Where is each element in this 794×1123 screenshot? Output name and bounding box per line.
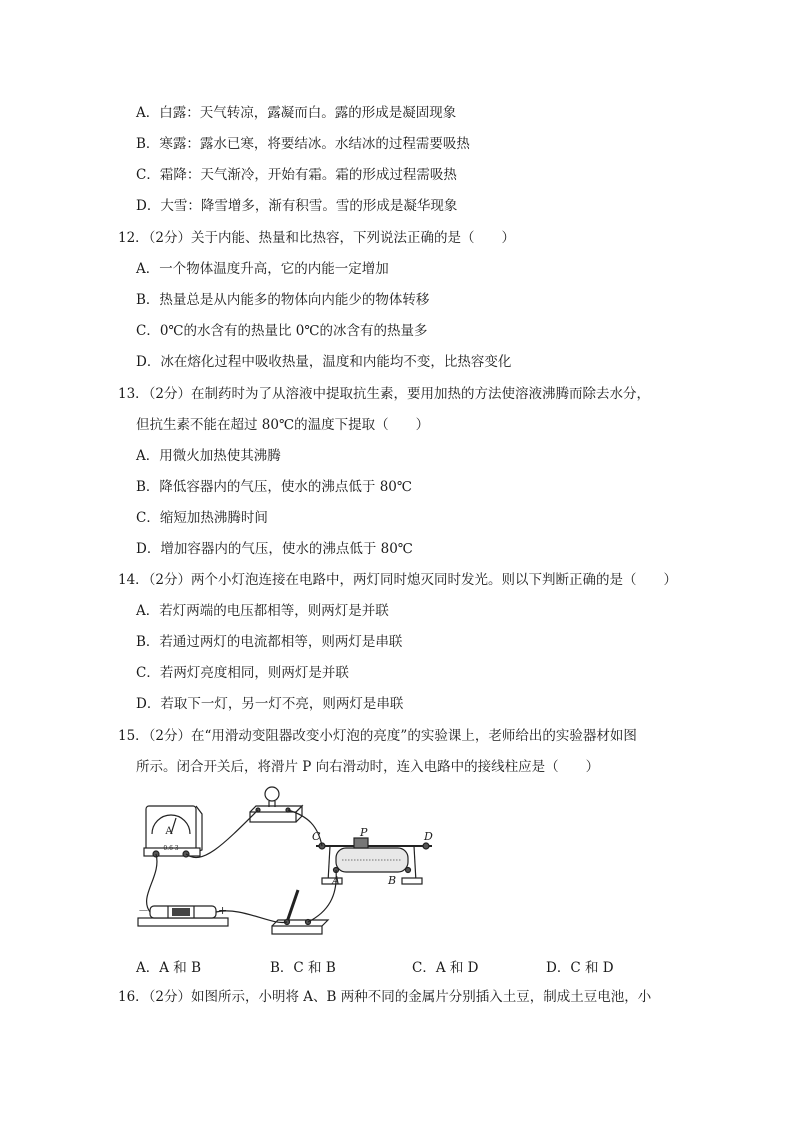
rheostat-label-a: A (332, 874, 340, 887)
q11-option-b: B．寒露：露水已寒，将要结冰。水结冰的过程需要吸热 (136, 136, 470, 152)
q11-option-a: A．白露：天气转凉，露凝而白。露的形成是凝固现象 (136, 105, 457, 121)
rheostat-label-c: C (312, 830, 321, 843)
q13-option-a: A．用微火加热使其沸腾 (136, 448, 281, 464)
lamp-icon (250, 787, 302, 822)
q15-stem-line2: 所示。闭合开关后，将滑片 P 向右滑动时，连入电路中的接线柱应是（ ） (136, 759, 600, 775)
q14-stem: 14．（2分）两个小灯泡连接在电路中，两灯同时熄灭同时发光。则以下判断正确的是（ ） (118, 572, 678, 588)
q16-stem-line1: 16．（2分）如图所示，小明将 A、B 两种不同的金属片分别插入土豆，制成土豆电池，小 (118, 989, 652, 1005)
q11-option-c: C．霜降：天气渐冷，开始有霜。霜的形成过程需吸热 (136, 167, 457, 183)
q13-option-c: C．缩短加热沸腾时间 (136, 510, 268, 526)
battery-icon (138, 906, 228, 926)
q14-option-a: A．若灯两端的电压都相等，则两灯是并联 (136, 603, 389, 619)
rheostat-label-b: B (388, 874, 397, 887)
q15-options-row (136, 956, 656, 974)
q14-option-b: B．若通过两灯的电流都相等，则两灯是串联 (136, 634, 403, 650)
q12-option-c: C．0℃的水含有的热量比 0℃的冰含有的热量多 (136, 323, 428, 339)
q12-option-b: B．热量总是从内能多的物体向内能少的物体转移 (136, 292, 430, 308)
q13-option-b: B．降低容器内的气压，使水的沸点低于 80℃ (136, 479, 412, 495)
q13-stem-line2: 但抗生素不能在超过 80℃的温度下提取（ ） (136, 417, 430, 433)
q11-option-d: D．大雪：降雪增多，渐有积雪。雪的形成是凝华现象 (136, 198, 458, 214)
q12-option-d: D．冰在熔化过程中吸收热量，温度和内能均不变，比热容变化 (136, 354, 512, 370)
rheostat-label-p: P (360, 826, 368, 839)
q13-stem-line1: 13．（2分）在制药时为了从溶液中提取抗生素，要用加热的方法使溶液沸腾而除去水分， (118, 386, 651, 402)
q15-option-a: A．A 和 B (136, 960, 202, 976)
q14-option-c: C．若两灯亮度相同，则两灯是并联 (136, 665, 349, 681)
q15-circuit-figure (132, 786, 444, 946)
battery-minus-label: － (138, 904, 149, 917)
battery-plus-label: + (218, 904, 228, 917)
q12-option-a: A．一个物体温度升高，它的内能一定增加 (136, 261, 389, 277)
ammeter-terminals-label: 0.6 3 (163, 845, 179, 852)
q15-option-c: C．A 和 D (412, 960, 479, 976)
q15-option-d: D．C 和 D (546, 960, 614, 976)
q15-stem-line1: 15．（2分）在“用滑动变阻器改变小灯泡的亮度”的实验课上，老师给出的实验器材如图 (118, 728, 637, 744)
ammeter-label: A (165, 826, 173, 837)
rheostat-label-d: D (424, 830, 433, 843)
q15-option-b: B．C 和 B (270, 960, 336, 976)
switch-icon (272, 890, 328, 934)
q13-option-d: D．增加容器内的气压，使水的沸点低于 80℃ (136, 541, 413, 557)
q12-stem: 12．（2分）关于内能、热量和比热容，下列说法正确的是（ ） (118, 230, 516, 246)
q14-option-d: D．若取下一灯，另一灯不亮，则两灯是串联 (136, 696, 404, 712)
